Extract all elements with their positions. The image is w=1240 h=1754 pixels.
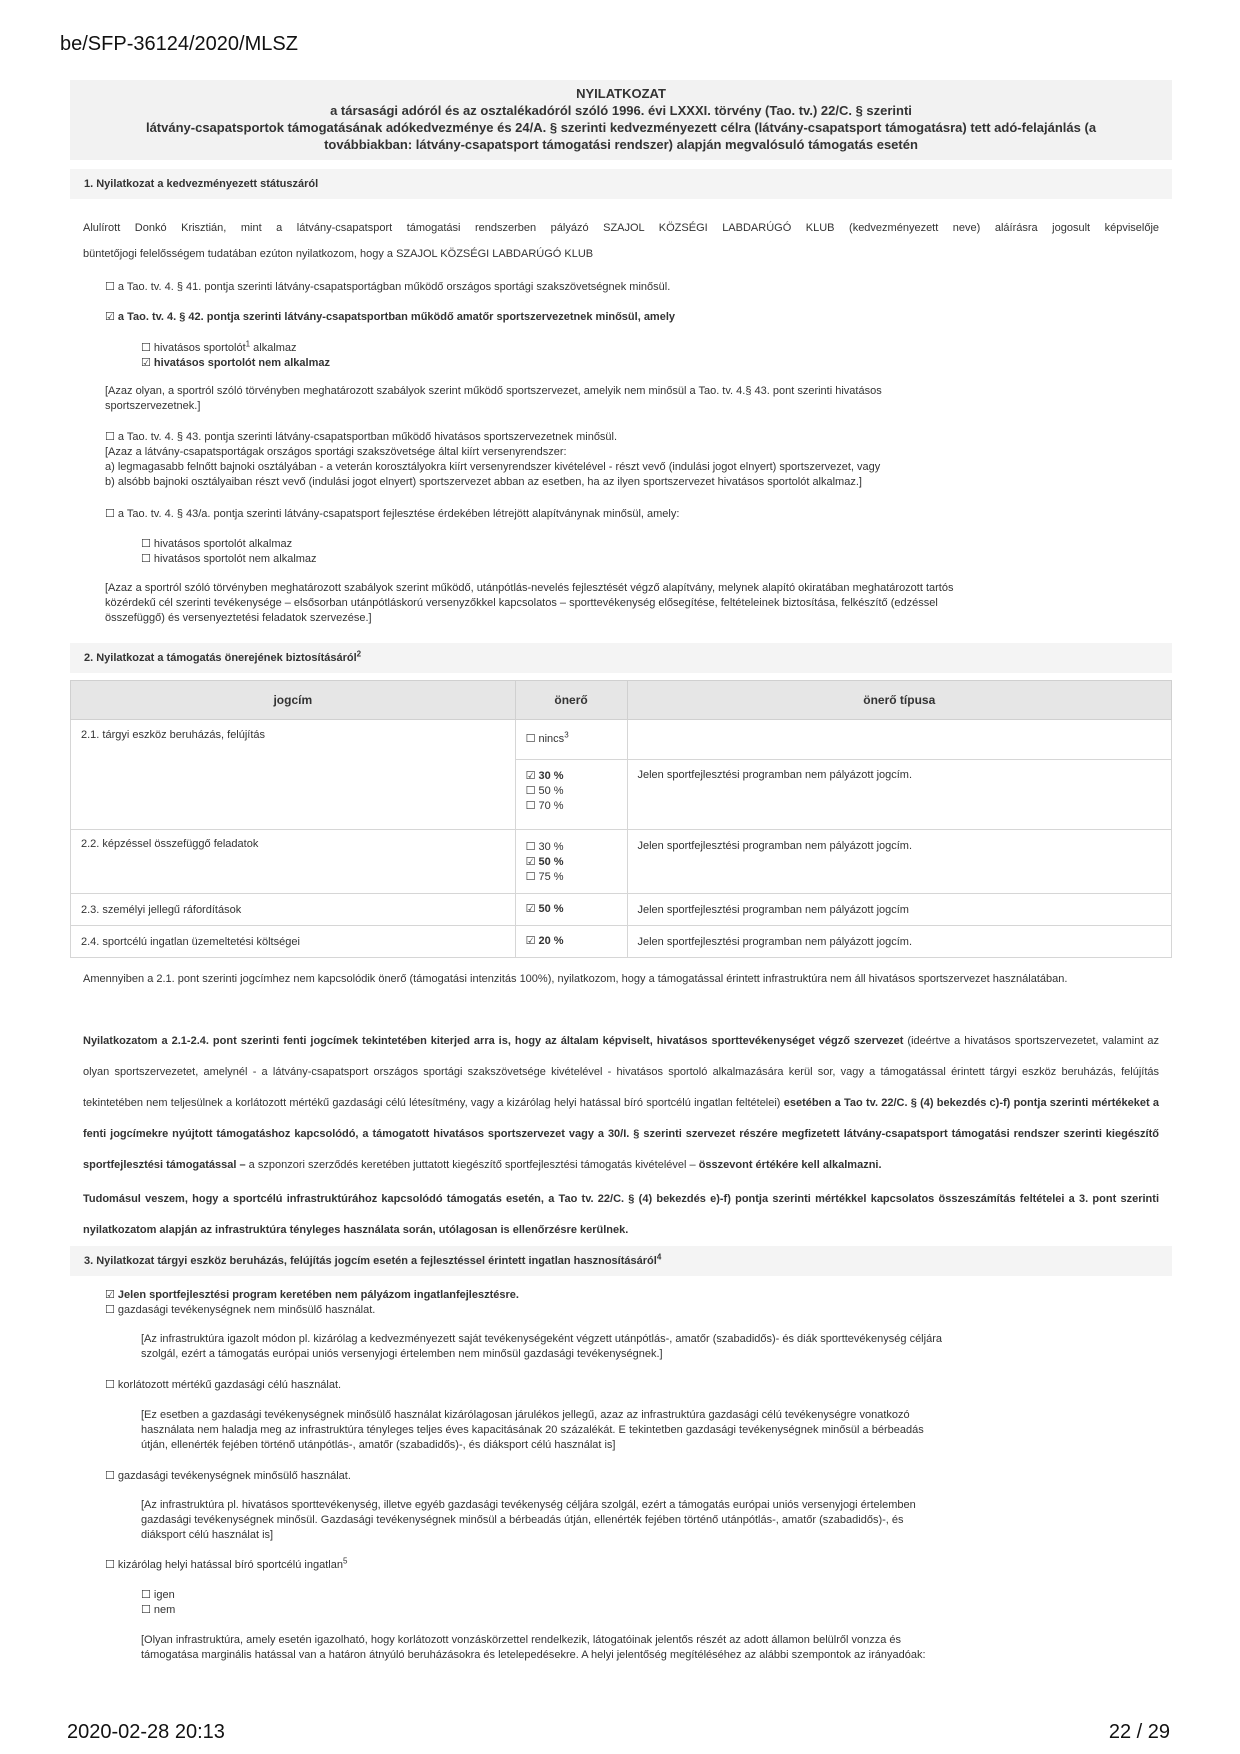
- row-2-3-options: [515, 894, 627, 926]
- s1-note-4-line-3: összefüggő) és versenyeztetési feladatok szervezése.]: [105, 612, 372, 624]
- s3-option-5-note-2: támogatása marginális hatással van a határon átnyúló beruházásokra és letelepedésekre. A helyi jelentőség megítéléséhez az alábbi szempontok az irányadóak:: [141, 1649, 926, 1661]
- s3-option-5b-checkbox[interactable]: ☐ nem: [141, 1604, 176, 1616]
- row-2-1-nincs-cell: [515, 720, 627, 760]
- row-2-1-nincs-checkbox[interactable]: [526, 732, 617, 747]
- s3-option-5a-checkbox[interactable]: ☐ igen: [141, 1589, 175, 1601]
- s3-option-2-checkbox[interactable]: ☐ gazdasági tevékenységnek nem minősülő használat.: [105, 1304, 376, 1316]
- row-2-1-option-50[interactable]: ☐ 50 %: [525, 785, 564, 797]
- s3-option-2-note-1: [Az infrastruktúra igazolt módon pl. kizárólag a kedvezményezett saját tevékenységeként végzett utánpótlás-, amatőr (szabadidős)- és diák sporttevékenység céljára: [141, 1333, 942, 1345]
- s2-paragraph-2: [83, 1026, 1159, 1181]
- s2-paragraph-1: Amennyiben a 2.1. pont szerinti jogcímhez nem kapcsolódik önerő (támogatási intenzitás 100%), nyilatkozom, hogy a támogatással érintett infrastruktúra nem áll hivatásos sportszervezet használatában.: [83, 973, 1068, 985]
- s3-option-4-note-3: diáksport célú használat is]: [141, 1529, 274, 1541]
- s3-option-3-note-3: útján, ellenérték fejében történő utánpótlás-, amatőr (szabadidős)-, és diáksport célú használat is]: [141, 1439, 616, 1451]
- s1-option-2a-tail: alkalmaz: [250, 342, 297, 354]
- row-2-1-option-30[interactable]: ☑ 30 %: [525, 770, 564, 782]
- s3-option-3-note-2: használata nem haladja meg az infrastruktúra tényleges teljes éves kapacitásának 20 százalékát. E tekintetben gazdasági tevékenységnek minősül a bérbeadás: [141, 1424, 924, 1436]
- title-line-1: NYILATKOZAT: [576, 86, 666, 101]
- table-row: [71, 760, 1172, 830]
- s1-note-2-line-1: [Azaz olyan, a sportról szóló törvényben meghatározott szabályok szerint működő sportszervezet, amelyik nem minősül a Tao. tv. 4.§ 43. pont szerinti hivatásos: [105, 385, 882, 397]
- s1-option-4-checkbox[interactable]: ☐ a Tao. tv. 4. § 43/a. pontja szerinti látvány-csapatsport fejlesztése érdekében létrejött alapítványnak minősül, amely:: [105, 508, 680, 520]
- footer-datetime: 2020-02-28 20:13: [67, 1721, 225, 1743]
- s1-option-1-checkbox[interactable]: ☐ a Tao. tv. 4. § 41. pontja szerinti látvány-csapatsportágban működő országos sportági szakszövetségnek minősül.: [105, 281, 671, 293]
- footnote-1-marker: 1: [245, 339, 251, 349]
- s3-option-5-label: ☐ kizárólag helyi hatással bíró sportcélú ingatlan: [105, 1559, 343, 1571]
- section-2-header: [70, 643, 1172, 673]
- table-row: [71, 926, 1172, 958]
- s1-option-3-note-2: a) legmagasabb felnőtt bajnoki osztályában - a veterán korosztályokra kiírt versenyrendszer kivételével - részt vevő (indulási jogot elnyert) sportszervezet, vagy: [105, 461, 881, 473]
- s2-p2-part-e: összevont értékére kell alkalmazni.: [698, 1159, 882, 1171]
- row-2-4-label: 2.4. sportcélú ingatlan üzemeltetési költségei: [71, 926, 516, 958]
- s1-option-2a-checkbox[interactable]: [141, 341, 297, 356]
- s1-option-2-checkbox[interactable]: ☑ a Tao. tv. 4. § 42. pontja szerinti látvány-csapatsportban működő amatőr sportszervezetnek minősül, amely: [105, 311, 676, 323]
- table-header-onero: önerő: [515, 681, 627, 720]
- row-2-2-label: 2.2. képzéssel összefüggő feladatok: [71, 830, 516, 894]
- s1-option-3-checkbox[interactable]: ☐ a Tao. tv. 4. § 43. pontja szerinti látvány-csapatsportban működő hivatásos sportszervezetnek minősül.: [105, 431, 618, 443]
- row-2-3-option-50[interactable]: ☑ 50 %: [525, 903, 564, 915]
- title-line-2: a társasági adóról és az osztalékadóról szóló 1996. évi LXXXI. törvény (Tao. tv.) 22/C. § szerinti: [330, 103, 912, 118]
- s3-option-4-note-1: [Az infrastruktúra pl. hivatásos sporttevékenység, illetve egyéb gazdasági tevékenység céljára szolgál, ezért a támogatás európai uniós versenyjogi értelemben: [141, 1499, 916, 1511]
- footer-page-number: 22 / 29: [1108, 1721, 1170, 1743]
- table-row: [71, 720, 1172, 760]
- s1-intro-line-1: Alulírott Donkó Krisztián, mint a látvány-csapatsport támogatási rendszerben pályázó SZAJOL KÖZSÉGI LABDARÚGÓ KLUB (kedvezményezett neve) aláírásra jogosult képviselője: [83, 222, 1159, 234]
- footnote-3-marker: 3: [564, 730, 569, 740]
- s3-option-5-checkbox[interactable]: [105, 1558, 347, 1573]
- section-1-header: 1. Nyilatkozat a kedvezményezett státuszáról: [70, 169, 1172, 199]
- s1-option-4b-checkbox[interactable]: ☐ hivatásos sportolót nem alkalmaz: [141, 553, 317, 565]
- row-2-2-type: Jelen sportfejlesztési programban nem pályázott jogcím.: [627, 830, 1172, 894]
- table-header-jogcim: jogcím: [71, 681, 516, 720]
- row-2-1-option-70[interactable]: ☐ 70 %: [525, 800, 564, 812]
- footnote-5-marker: 5: [342, 1556, 348, 1566]
- s3-option-3-checkbox[interactable]: ☐ korlátozott mértékű gazdasági célú használat.: [105, 1379, 342, 1391]
- document-id: be/SFP-36124/2020/MLSZ: [60, 33, 298, 55]
- row-2-1-empty-type: [627, 720, 1172, 760]
- s3-option-3-note-1: [Ez esetben a gazdasági tevékenységnek minősülő használat kizárólagosan járulékos jellegű, azaz az infrastruktúra gazdasági célú tevékenységre vonatkozó: [141, 1409, 910, 1421]
- row-2-2-option-50[interactable]: ☑ 50 %: [525, 856, 564, 868]
- s3-option-5-note-1: [Olyan infrastruktúra, amely esetén igazolható, hogy korlátozott vonzáskörzettel rendelkezik, látogatóinak jelentős részét az adott államon belülről vonzza és: [141, 1634, 902, 1646]
- row-2-1-type: Jelen sportfejlesztési programban nem pályázott jogcím.: [627, 760, 1172, 830]
- s2-paragraph-3: Tudomásul veszem, hogy a sportcélú infrastruktúrához kapcsolódó támogatás esetén, a Tao tv. 22/C. § (4) bekezdés e)-f) pontja szerinti mértékkel kapcsolatos összeszámítás feltételei a 3. pont szerinti nyilatkozatom alapján az infrastruktúra tényleges használata során, utólagosan is ellenőrzésre kerülnek.: [83, 1193, 1159, 1236]
- s1-option-2a-label: ☐ hivatásos sportolót: [141, 342, 246, 354]
- s1-note-4-line-1: [Azaz a sportról szóló törvényben meghatározott szabályok szerint működő, utánpótlás-nevelés fejlesztését végző alapítvány, melynek alapító okiratában meghatározott tartós: [105, 582, 954, 594]
- title-line-4: továbbiakban: látvány-csapatsport támogatási rendszer) alapján megvalósuló támogatás esetén: [324, 137, 918, 152]
- table-row: [71, 894, 1172, 926]
- row-2-4-type: Jelen sportfejlesztési programban nem pályázott jogcím.: [627, 926, 1172, 958]
- row-2-4-options: [515, 926, 627, 958]
- self-contribution-table: [70, 680, 1172, 958]
- s3-option-4-checkbox[interactable]: ☐ gazdasági tevékenységnek minősülő használat.: [105, 1470, 351, 1482]
- declaration-title: [70, 80, 1172, 160]
- row-2-2-option-75[interactable]: ☐ 75 %: [525, 871, 564, 883]
- section-3-title: 3. Nyilatkozat tárgyi eszköz beruházás, felújítás jogcím esetén a fejlesztéssel érintett ingatlan hasznosításáról: [84, 1255, 657, 1267]
- row-2-1-label-continued: [71, 760, 516, 830]
- table-header-onero-tipus: önerő típusa: [627, 681, 1172, 720]
- s3-option-2-note-2: szolgál, ezért a támogatás európai uniós versenyjogi értelemben nem minősül gazdasági tevékenységnek.]: [141, 1348, 663, 1360]
- footnote-2-marker: 2: [356, 649, 362, 659]
- s3-option-1-checkbox[interactable]: ☑ Jelen sportfejlesztési program keretében nem pályázom ingatlanfejlesztésre.: [105, 1289, 519, 1301]
- row-2-3-label: 2.3. személyi jellegű ráfordítások: [71, 894, 516, 926]
- row-2-1-options: [515, 760, 627, 830]
- s1-intro-line-2: büntetőjogi felelősségem tudatában ezúton nyilatkozom, hogy a SZAJOL KÖZSÉGI LABDARÚGÓ KLUB: [83, 248, 594, 260]
- s2-p2-part-c: esetében a Tao tv. 22/C. § (4) bekezdés c)-f) pontja szerinti mértékeket a fenti jogcímekre nyújtott támogatáshoz kapcsolódó, a támogatott hivatásos sportszervezet vagy a 30/I. § szerinti szervezet részére megfizetett látvány-csapatsport támogatási rendszer szerinti kiegészítő sportfejlesztési támogatással –: [83, 1097, 1159, 1171]
- s1-note-2-line-2: sportszervezetnek.]: [105, 400, 201, 412]
- footnote-4-marker: 4: [656, 1252, 662, 1262]
- s1-option-3-note-1: [Azaz a látvány-csapatsportágak országos sportági szakszövetsége által kiírt versenyrendszer:: [105, 446, 567, 458]
- s1-option-3-note-3: b) alsóbb bajnoki osztályaiban részt vevő (indulási jogot elnyert) sportszervezet abban az esetben, ha az ilyen sportszervezet hivatásos sportolót alkalmaz.]: [105, 476, 862, 488]
- s3-option-4-note-2: gazdasági tevékenységnek minősül. Gazdasági tevékenységnek minősül a bérbeadás útján, ellenérték fejében történő utánpótlás-, amatőr (szabadidős)-, és: [141, 1514, 904, 1526]
- table-row: [71, 830, 1172, 894]
- title-line-3: látvány-csapatsportok támogatásának adókedvezménye és 24/A. § szerinti kedvezményezett célra (látvány-csapatsport támogatásra) tett adó-felajánlás (a: [145, 120, 1097, 135]
- s1-option-2b-checkbox[interactable]: ☑ hivatásos sportolót nem alkalmaz: [141, 357, 330, 369]
- s1-option-4a-checkbox[interactable]: ☐ hivatásos sportolót alkalmaz: [141, 538, 293, 550]
- row-2-1-nincs-label: ☐ nincs: [525, 733, 565, 745]
- section-2-title: 2. Nyilatkozat a támogatás önerejének biztosításáról: [84, 652, 357, 664]
- row-2-2-option-30[interactable]: ☐ 30 %: [525, 841, 564, 853]
- s2-p2-part-b: (ideértve a hivatásos sportszervezetet, valamint az olyan sportszervezetet, amelynél - a látvány-csapatsport országos sportági szakszövetsége kivételével - hivatásos sportoló alkalmazására kerül sor, vagy a támogatással érintett tárgyi eszköz beruházás, felújítás tekintetében nem teljesülnek a korlátozott mértékű gazdasági célú létesítmény, vagy a kizárólag helyi hatással bíró sportcélú ingatlan feltételei): [83, 1035, 1160, 1109]
- row-2-4-option-20[interactable]: ☑ 20 %: [525, 935, 564, 947]
- section-3-header: [70, 1246, 1172, 1276]
- table-header-row: [71, 681, 1172, 720]
- row-2-3-type: Jelen sportfejlesztési programban nem pályázott jogcím: [627, 894, 1172, 926]
- s2-p2-part-d: a szponzori szerződés keretében juttatott kiegészítő sportfejlesztési támogatás kivételével –: [245, 1159, 699, 1171]
- s1-note-4-line-2: közérdekű cél szerinti tevékenysége – elsősorban utánpótláskorú versenyzőkkel kapcsolatos – sporttevékenység elősegítése, feltételeinek biztosítása, felkészítő (edzéssel: [105, 597, 938, 609]
- s2-p2-part-a: Nyilatkozatom a 2.1-2.4. pont szerinti fenti jogcímek tekintetében kiterjed arra is, hogy az általam képviselt, hivatásos sporttevékenységet végző szervezet: [83, 1035, 904, 1047]
- row-2-2-options: [515, 830, 627, 894]
- row-2-1-label: 2.1. tárgyi eszköz beruházás, felújítás: [71, 720, 516, 760]
